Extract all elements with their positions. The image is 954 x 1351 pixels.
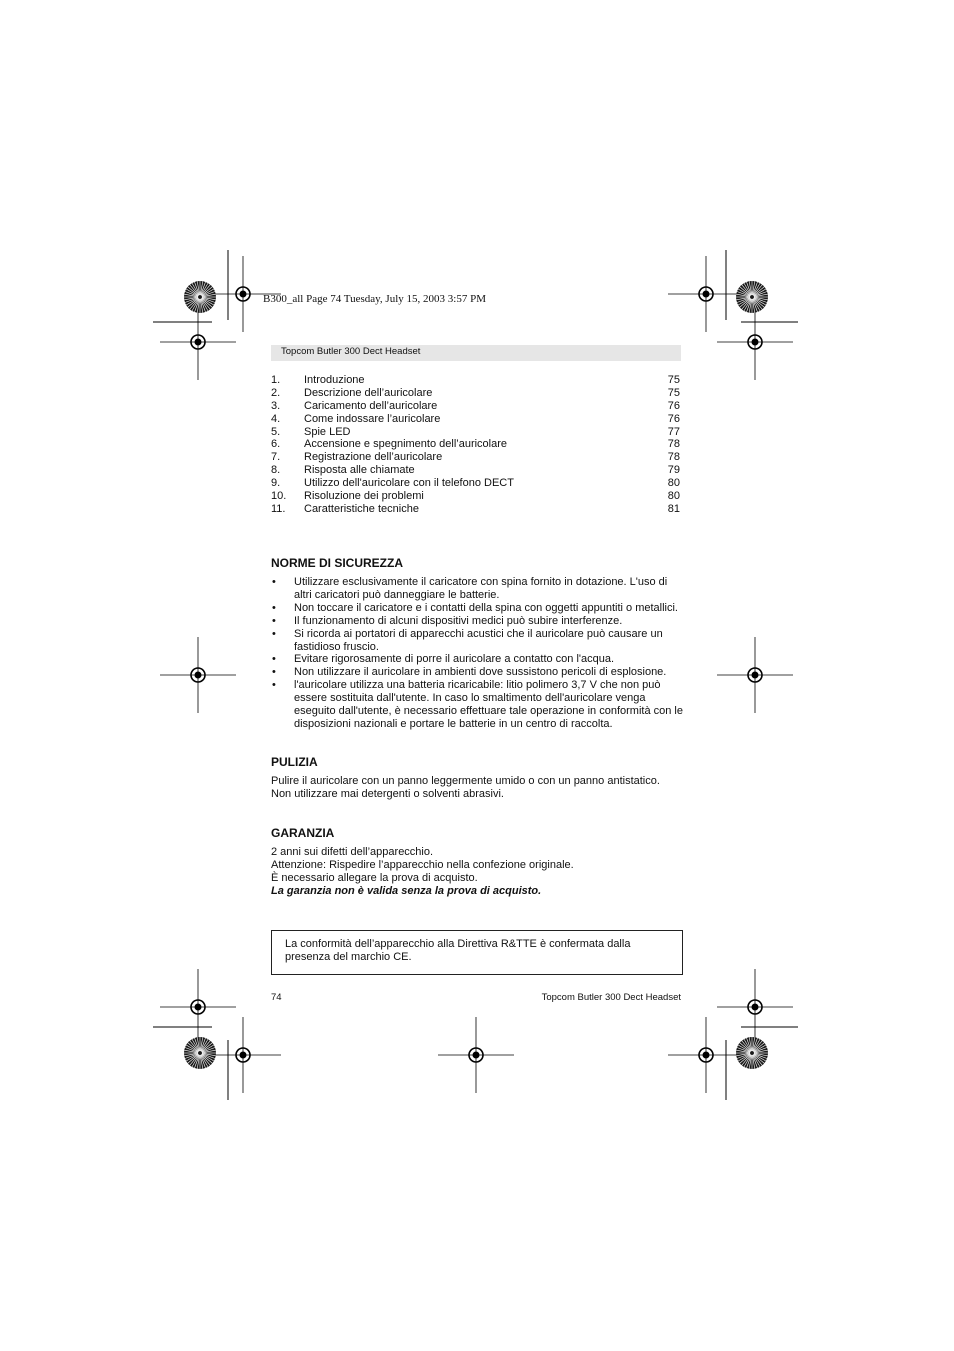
bullet-icon: • [272,601,276,614]
toc-title: Spie LED [304,425,351,438]
toc-number: 6. [271,438,281,451]
toc-page: 75 [667,374,680,386]
starburst-icon [184,281,216,313]
toc-title: Utilizzo dell'auricolare con il telefono DECT [304,477,514,490]
toc-page: 75 [667,386,680,399]
toc-page: 79 [667,464,680,477]
crosshair-icon [717,304,793,380]
toc-row [271,503,681,516]
page-number: 74 [271,992,282,1003]
toc-title: Caratteristiche tecniche [304,502,419,515]
table-of-contents [271,374,681,516]
toc-row [271,464,681,477]
crosshair-icon [160,304,236,380]
crosshair-icon [160,637,236,713]
toc-page: 80 [667,477,680,490]
toc-page: 81 [667,502,680,515]
safety-item-text: Evitare rigorosamente di porre il auricolare a contatto con l'acqua. [294,653,615,666]
toc-row [271,490,681,503]
toc-number: 3. [271,399,281,412]
toc-row [271,451,681,464]
crosshair-icon [668,256,744,332]
running-footer-title: Topcom Butler 300 Dect Headset [541,992,681,1003]
safety-item [271,615,683,628]
conformity-notice-text: La conformità dell’apparecchio alla Direttiva R&TTE è confermata dalla presenza del marchio CE. [285,938,631,963]
conformity-notice-box [271,930,683,975]
running-header [271,345,681,361]
safety-heading: NORME DI SICUREZZA [271,556,403,570]
safety-item [271,653,683,666]
toc-title: Accensione e spegnimento dell’auricolare [304,438,508,451]
warranty-text [271,846,691,898]
toc-page: 76 [667,412,680,425]
safety-item-text: Si ricorda ai portatori di apparecchi acustici che il auricolare può causare un fastidioso fruscio. [294,627,663,653]
safety-item [271,666,683,679]
safety-item-text: l'auricolare utilizza una batteria ricaricabile: litio polimero 3,7 V che non può essere sostituita dall'utente. In caso lo smaltimento dell'auricolare venga eseguito dall'utente, è necessario effettuare tale operazione in conformità con le disposizioni nazionali e portare le batterie in un centro di raccolta. [294,679,683,730]
safety-list [271,576,683,731]
cleaning-text [271,775,691,801]
toc-page: 78 [667,438,680,451]
crosshair-icon [717,969,793,1045]
safety-item-text: Non utilizzare il auricolare in ambienti dove sussistono pericoli di esplosione. [294,666,667,679]
toc-row [271,413,681,426]
toc-number: 2. [271,386,281,399]
toc-title: Descrizione dell’auricolare [304,386,433,399]
toc-number: 1. [271,374,281,386]
toc-row [271,387,681,400]
toc-title: Introduzione [304,374,365,386]
cleaning-heading: PULIZIA [271,755,318,769]
toc-row [271,374,681,387]
safety-item [271,628,683,654]
cleaning-line: Non utilizzare mai detergenti o solventi abrasivi. [271,787,504,800]
toc-row [271,400,681,413]
warranty-heading: GARANZIA [271,826,335,840]
toc-page: 77 [667,425,680,438]
starburst-icon [736,281,768,313]
safety-item [271,602,683,615]
toc-title: Caricamento dell’auricolare [304,399,438,412]
crosshair-icon [205,1017,281,1093]
warranty-emphasis: La garanzia non è valida senza la prova di acquisto. [271,884,542,897]
safety-item-text: Utilizzare esclusivamente il caricatore con spina fornito in dotazione. L'uso di altri caricatori può danneggiare le batterie. [294,576,668,601]
crosshair-icon [668,1017,744,1093]
starburst-icon [736,1037,768,1069]
toc-number: 9. [271,477,281,490]
bullet-icon: • [272,679,276,692]
safety-item [271,679,683,731]
toc-title: Risoluzione dei problemi [304,490,424,503]
toc-row [271,426,681,439]
toc-title: Come indossare l’auricolare [304,412,441,425]
toc-page: 76 [667,399,680,412]
warranty-line: È necessario allegare la prova di acquisto. [271,871,478,884]
bullet-icon: • [272,576,276,588]
crosshair-icon [438,1017,514,1093]
toc-page: 78 [667,451,680,464]
toc-number: 5. [271,425,281,438]
toc-number: 7. [271,451,281,464]
bullet-icon: • [272,627,276,640]
cleaning-line: Pulire il auricolare con un panno leggermente umido o con un panno antistatico. [271,775,660,787]
safety-item [271,576,683,602]
running-header-title: Topcom Butler 300 Dect Headset [281,346,421,357]
warranty-line: 2 anni sui difetti dell’apparecchio. [271,846,434,858]
crosshair-icon [717,637,793,713]
toc-number: 4. [271,412,281,425]
toc-row [271,477,681,490]
toc-title: Registrazione dell’auricolare [304,451,443,464]
safety-item-text: Non toccare il caricatore e i contatti della spina con oggetti appuntiti o metallici. [294,601,678,614]
bullet-icon: • [272,614,276,627]
toc-number: 8. [271,464,281,477]
starburst-icon [184,1037,216,1069]
crosshair-icon [160,969,236,1045]
print-timestamp: B300_all Page 74 Tuesday, July 15, 2003 3:57 PM [263,293,486,305]
bullet-icon: • [272,666,276,679]
safety-item-text: Il funzionamento di alcuni dispositivi medici può subire interferenze. [294,614,623,627]
bullet-icon: • [272,653,276,666]
toc-page: 80 [667,490,680,503]
toc-row [271,438,681,451]
toc-number: 10. [271,490,287,503]
toc-number: 11. [271,502,286,515]
warranty-line: Attenzione: Rispedire l’apparecchio nella confezione originale. [271,858,574,871]
toc-title: Risposta alle chiamate [304,464,415,477]
